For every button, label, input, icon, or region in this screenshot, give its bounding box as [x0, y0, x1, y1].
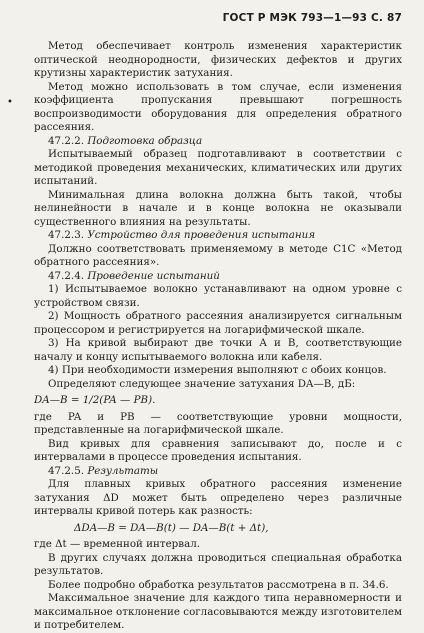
paragraph: 2) Мощность обратного рассеяния анализируется сигнальным процессором и регистрируется на логарифмической шкале. — [34, 310, 402, 336]
section-heading — [34, 270, 402, 284]
paragraph: где Δt — временной интервал. — [34, 538, 201, 550]
paragraph: 1) Испытываемое волокно устанавливают на одном уровне с устройством связи. — [34, 283, 402, 309]
section-title: Результаты — [87, 464, 159, 477]
paragraph: Метод можно использовать в том случае, если изменения коэффициента пропускания превышают погрешность воспроизводимости оборудования для определения обратного рассеяния. — [34, 80, 402, 133]
section-number: 47.2.4. — [48, 269, 85, 282]
formula: ΔDA—B = DA—B(t) — DA—B(t + Δt), — [74, 521, 269, 534]
section-title: Проведение испытаний — [87, 269, 220, 282]
paragraph: Испытываемый образец подготавливают в соответствии с методикой проведения механических, климатических или других испытаний. — [34, 148, 402, 187]
paragraph: В других случаях должна проводиться специальная обработка результатов. — [34, 551, 402, 577]
paragraph: 4) При необходимости измерения выполняют с обоих концов. — [48, 364, 387, 376]
paragraph: Вид кривых для сравнения записывают до, после и с интервалами в процессе проведения испытания. — [34, 437, 402, 463]
paragraph: где PA и PB — соответствующие уровни мощности, представленные на логарифмической шкале. — [34, 410, 402, 436]
paragraph: 3) На кривой выбирают две точки А и В, соответствующие началу и концу испытываемого волокна или кабеля. — [34, 337, 402, 363]
paragraph: Метод обеспечивает контроль изменения характеристик оптической неоднородности, физических дефектов и других крутизны характеристик затухания. — [34, 40, 402, 79]
page-body — [34, 40, 402, 633]
page-header: ГОСТ Р МЭК 793—1—93 С. 87 — [222, 12, 402, 24]
paragraph: Более подробно обработка результатов рассмотрена в п. 34.6. — [48, 578, 389, 591]
paragraph: Должно соответствовать применяемому в методе С1С «Метод обратного рассеяния». — [34, 242, 402, 268]
margin-mark: • — [7, 97, 13, 108]
section-number: 47.2.2. — [48, 134, 85, 147]
section-heading — [34, 229, 402, 243]
section-number: 47.2.3. — [48, 229, 85, 241]
paragraph: Максимальное значение для каждого типа неравномерности и максимальное отклонение согласовываются между изготовителем и потребителем. — [34, 592, 402, 631]
paragraph: Минимальная длина волокна должна быть такой, чтобы нелинейности в начале и в конце волокна не оказывали существенного влияния на результаты. — [34, 188, 402, 228]
section-title: Устройство для проведения испытания — [87, 229, 316, 241]
section-heading — [34, 135, 402, 149]
section-title: Подготовка образца — [87, 134, 203, 147]
section-number: 47.2.5. — [48, 464, 85, 477]
paragraph: Определяют следующее значение затухания DA—B, дБ: — [48, 377, 356, 390]
paragraph: Для плавных кривых обратного рассеяния изменение затухания ΔD может быть определено через различные интервалы кривой потерь как разность: — [34, 478, 402, 517]
section-heading — [34, 465, 402, 479]
formula: DA—B = 1/2(PA — PB). — [34, 394, 156, 406]
